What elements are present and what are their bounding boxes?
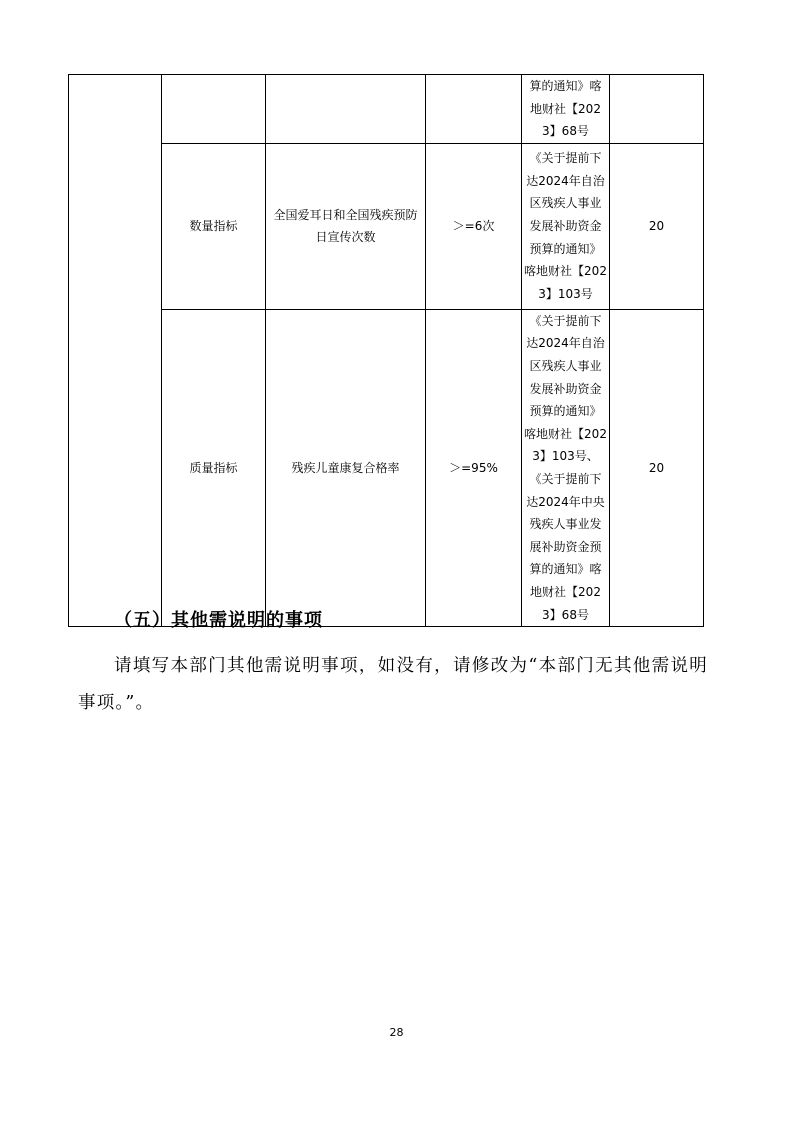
- basis-cell: 算的通知》喀地财社【2023】68号: [522, 75, 610, 144]
- target-value-cell: ＞=95%: [426, 309, 522, 626]
- indicator-type-cell: [162, 75, 266, 144]
- basis-cell: 《关于提前下达2024年自治区残疾人事业发展补助资金预算的通知》喀地财社【2023】103号: [522, 143, 610, 309]
- table-row: [69, 309, 704, 626]
- indicator-name-cell: 残疾儿童康复合格率: [266, 309, 426, 626]
- table-cell-merged: [69, 75, 162, 627]
- score-cell: 20: [610, 143, 704, 309]
- section-paragraph: 请填写本部门其他需说明事项，如没有，请修改为“本部门无其他需说明事项。”。: [78, 656, 708, 713]
- table-row: [69, 143, 704, 309]
- indicator-type-cell: 数量指标: [162, 143, 266, 309]
- indicator-name-cell: 全国爱耳日和全国残疾预防日宣传次数: [266, 143, 426, 309]
- score-cell: [610, 75, 704, 144]
- page-number: 28: [389, 1026, 404, 1039]
- target-value-cell: ＞=6次: [426, 143, 522, 309]
- indicator-type-cell: 质量指标: [162, 309, 266, 626]
- indicator-name-cell: [266, 75, 426, 144]
- performance-indicator-table: [68, 74, 704, 627]
- table-row: [69, 75, 704, 144]
- score-cell: 20: [610, 309, 704, 626]
- target-value-cell: [426, 75, 522, 144]
- basis-cell: 《关于提前下达2024年自治区残疾人事业发展补助资金预算的通知》喀地财社【2023】103号、《关于提前下达2024年中央残疾人事业发展补助资金预算的通知》喀地财社【2023】68号: [522, 309, 610, 626]
- section-heading: （五）其他需说明的事项: [114, 610, 323, 631]
